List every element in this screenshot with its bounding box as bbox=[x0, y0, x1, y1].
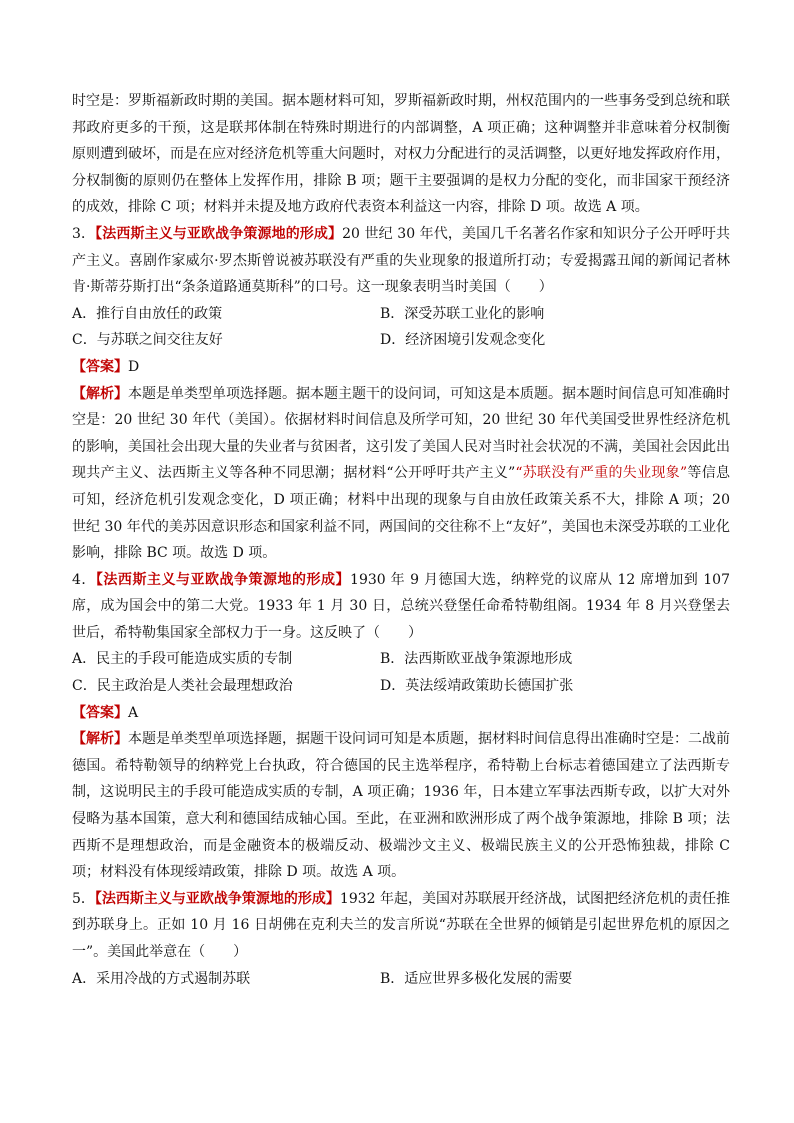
option-b: B．法西斯欧亚战争策源地形成 bbox=[380, 651, 573, 668]
document-page bbox=[72, 88, 730, 992]
question-3-answer bbox=[72, 354, 730, 381]
option-b: B．深受苏联工业化的影响 bbox=[380, 305, 545, 322]
question-stem-text: 1932 年起，美国对苏联展开经济战，试图把经济危机的责任推到苏联身上。正如 10 月 16 日胡佛在克利夫兰的发言所说“苏联在全世界的倾销是引起世界危机的原因之一”。美国此举意在（ ） bbox=[72, 890, 730, 960]
question-3-options bbox=[72, 301, 730, 354]
answer-value: A bbox=[128, 704, 139, 721]
question-5-stem bbox=[72, 886, 730, 966]
answer-value: D bbox=[128, 358, 140, 375]
question-4-stem bbox=[72, 567, 730, 647]
question-number: 3． bbox=[72, 225, 96, 242]
question-4 bbox=[72, 567, 730, 886]
analysis-label: 【解析】 bbox=[72, 731, 128, 748]
option-a: A．推行自由放任的政策 bbox=[72, 305, 223, 322]
answer-label: 【答案】 bbox=[72, 358, 128, 375]
option-a: A．采用冷战的方式遏制苏联 bbox=[72, 970, 251, 987]
analysis-label: 【解析】 bbox=[72, 385, 128, 402]
question-number: 4． bbox=[72, 571, 96, 588]
question-4-analysis bbox=[72, 726, 730, 886]
question-3 bbox=[72, 221, 730, 567]
question-3-stem bbox=[72, 221, 730, 301]
question-5 bbox=[72, 886, 730, 992]
option-c: C．与苏联之间交往友好 bbox=[72, 332, 223, 349]
option-d: D．英法绥靖政策助长德国扩张 bbox=[380, 678, 574, 695]
question-4-answer bbox=[72, 700, 730, 727]
analysis-text: 本题是单类型单项选择题，据题干设问词可知是本质题，据材料时间信息得出准确时空是：二战前德国。希特勒领导的纳粹党上台执政，符合德国的民主选举程序，希特勒上台标志着德国建立了法西斯专制，这说明民主的手段可能造成实质的专制，A 项正确；1936 年，日本建立军事法西斯专政，以扩大对外侵略为基本国策，意大利和德国结成轴心国。至此，在亚洲和欧洲形成了两个战争策源地，排除 B 项；法西斯不是理想政治，而是金融资本的极端反动、极端沙文主义、极端民族主义的公开恐怖独裁，排除 C 项；材料没有体现绥靖政策，排除 D 项。故选 A 项。 bbox=[72, 731, 730, 881]
question-stem-text: 1930 年 9 月德国大选，纳粹党的议席从 12 席增加到 107 席，成为国会中的第二大党。1933 年 1 月 30 日，总统兴登堡任命希特勒组阁。1934 年 8 月兴登堡去世后，希特勒集国家全部权力于一身。这反映了（ ） bbox=[72, 571, 730, 641]
answer-label: 【答案】 bbox=[72, 704, 128, 721]
option-b: B．适应世界多极化发展的需要 bbox=[380, 970, 573, 987]
question-5-options bbox=[72, 966, 730, 993]
question-4-options bbox=[72, 646, 730, 699]
question-3-analysis bbox=[72, 381, 730, 567]
question-number: 5． bbox=[72, 890, 95, 907]
option-c: C．民主政治是人类社会最理想政治 bbox=[72, 678, 293, 695]
analysis-text: 本题是单类型单项选择题。据本题主题干的设问词，可知这是本质题。据本题时间信息可知准确时空是：20 世纪 30 年代（美国）。依据材料时间信息及所学可知，20 世纪 30 年代美国受世界性经济危机的影响，美国社会出现大量的失业者与贫困者，这引发了美国人民对当时社会状况的不满，美国社会因此出现共产主义、法西斯主义等各种不同思潮；据材料“公开呼吁共产主义” bbox=[72, 385, 730, 482]
analysis-text-cont: 等信息可知，经济危机引发观念变化，D 项正确；材料中出现的现象与自由放任政策关系不大，排除 A 项；20 世纪 30 年代的美苏因意识形态和国家利益不同，两国间的交往称不上“友好”，美国也未深受苏联的工业化影响，排除 BC 项。故选 D 项。 bbox=[72, 465, 730, 562]
intro-paragraph: 时空是：罗斯福新政时期的美国。据本题材料可知，罗斯福新政时期，州权范围内的一些事务受到总统和联邦政府更多的干预，这是联邦体制在特殊时期进行的内部调整，A 项正确；这种调整并非意味着分权制衡原则遭到破坏，而是在应对经济危机等重大问题时，对权力分配进行的灵活调整，以更好地发挥政府作用，分权制衡的原则仍在整体上发挥作用，排除 B 项；题干主要强调的是权力分配的变化，而非国家干预经济的成效，排除 C 项；材料并未提及地方政府代表资本利益这一内容，排除 D 项。故选 A 项。 bbox=[72, 93, 730, 216]
topic-tag: 【法西斯主义与亚欧战争策源地的形成】 bbox=[95, 571, 351, 588]
option-a: A．民主的手段可能造成实质的专制 bbox=[72, 651, 293, 668]
topic-tag: 【法西斯主义与亚欧战争策源地的形成】 bbox=[94, 890, 340, 907]
option-d: D．经济困境引发观念变化 bbox=[380, 332, 546, 349]
topic-tag: 【法西斯主义与亚欧战争策源地的形成】 bbox=[95, 225, 343, 242]
analysis-quote: “苏联没有严重的失业现象” bbox=[515, 465, 688, 482]
question-stem-text: 20 世纪 30 年代，美国几千名著名作家和知识分子公开呼吁共产主义。喜剧作家威尔·罗杰斯曾说被苏联没有严重的失业现象的报道所打动；专爱揭露丑闻的新闻记者林肯·斯蒂芬斯打出“条条道路通莫斯科”的口号。这一现象表明当时美国（ ） bbox=[72, 225, 730, 296]
